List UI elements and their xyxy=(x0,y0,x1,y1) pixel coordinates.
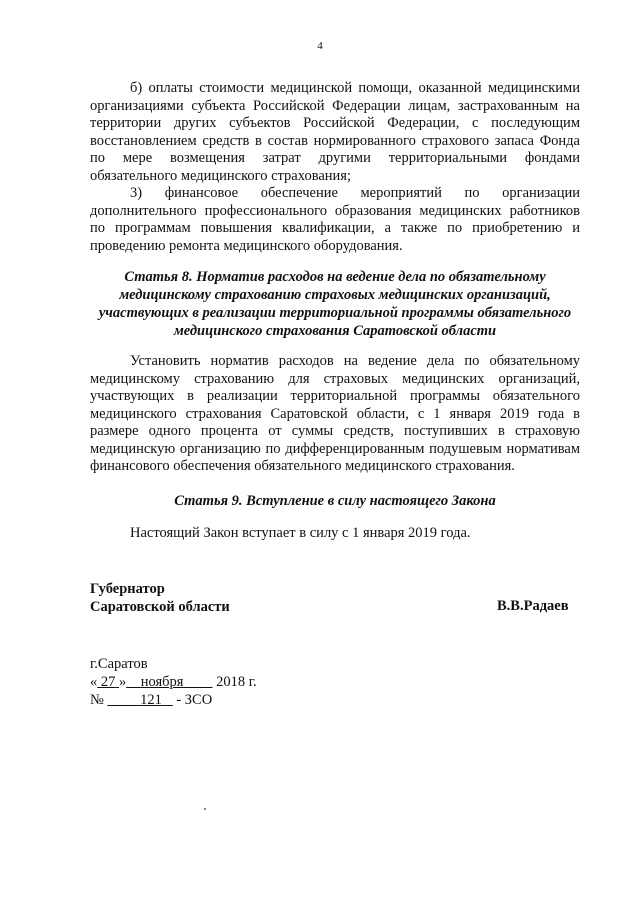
article-9-heading: Статья 9. Вступление в силу настоящего Закона xyxy=(174,493,496,509)
date-close-quote: » xyxy=(119,674,127,690)
number-suffix: - ЗСО xyxy=(176,692,213,708)
article-8-text: Установить норматив расходов на ведение дела по обязательному медицинскому страхованию для страховых медицинских организаций, участвующих в реализации территориальной программы обязательного медицинского страхования Саратовской области, с 1 января 2019 года в размере одного процента от суммы средств, поступивших в страховую медицинскую организацию по дифференцированным подушевым нормативам финансового обеспечения обязательного медицинского страхования. xyxy=(90,353,580,474)
city: г.Саратов xyxy=(90,656,148,672)
scan-speck xyxy=(204,808,206,810)
date-day: 27 xyxy=(100,674,116,690)
signature-title xyxy=(90,580,230,616)
document-footer xyxy=(90,655,257,709)
paragraph-3: 3) финансовое обеспечение мероприятий по организации дополнительного профессионального образования медицинских работников по программам повышения квалификации, а также по приобретению и проведению ремонта медицинского оборудования. xyxy=(90,185,580,254)
article-9-text: Настоящий Закон вступает в силу с 1 января 2019 года. xyxy=(130,525,471,541)
signature-title-line-1: Губернатор xyxy=(90,581,165,597)
article-8-heading: Статья 8. Норматив расходов на ведение дела по обязательному медицинскому страхованию страховых медицинских организаций, участвующих в реализации территориальной программы обязательного медицинского страхования Саратовской области xyxy=(98,269,572,339)
article-9-body xyxy=(90,525,580,543)
number-sign: № xyxy=(90,692,104,708)
article-8-body xyxy=(90,353,580,476)
law-number xyxy=(90,691,257,709)
date-year: 2018 г. xyxy=(216,674,257,690)
date-open-quote: « xyxy=(90,674,98,690)
signature-name: В.В.Радаев xyxy=(497,598,569,614)
date-month: ноября xyxy=(140,674,184,690)
adoption-date xyxy=(90,673,257,691)
number-value: 121 xyxy=(140,692,162,708)
body-text-top xyxy=(90,80,580,255)
page-number: 4 xyxy=(317,40,323,52)
paragraph-b: б) оплаты стоимости медицинской помощи, оказанной медицинскими организациями субъекта Российской Федерации лицам, застрахованным на территории других субъектов Российской Федерации, с последующим восстановлением средств в состав нормированного страхового запаса Фонда по мере возмещения затрат другими территориальными фондами обязательного медицинского страхования; xyxy=(90,80,580,184)
signature-title-line-2: Саратовской области xyxy=(90,599,230,615)
